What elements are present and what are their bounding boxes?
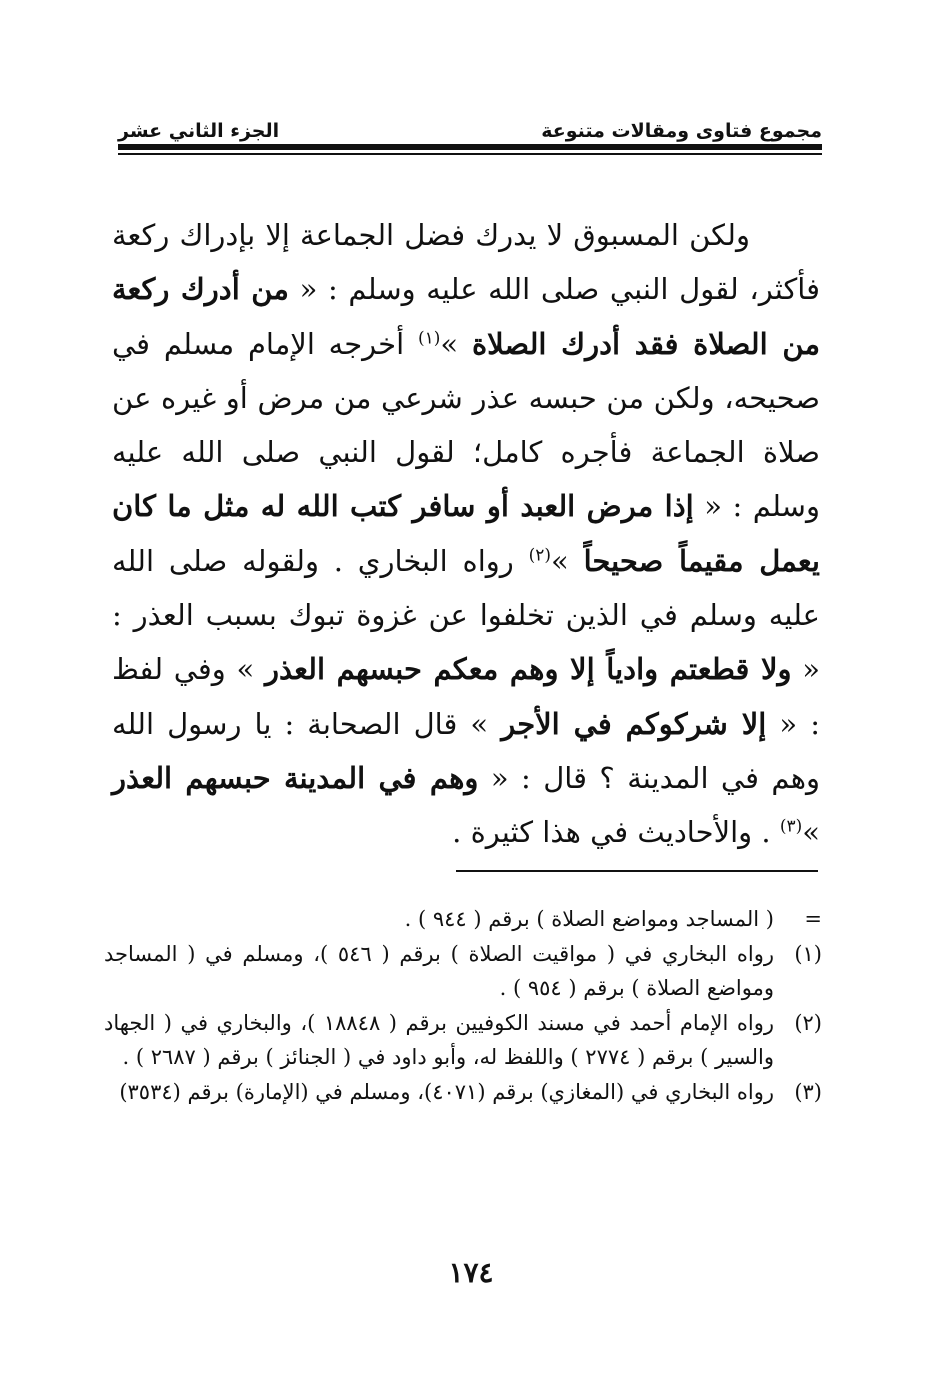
footnote-2 — [104, 1006, 822, 1075]
footnote-mark: (٢) — [794, 1010, 822, 1035]
text-run: أخرجه الإمام مسلم في صحيحه، ولكن من حبسه عذر شرعي من مرض أو غيره عن صلاة الجماعة فأجره كامل؛ لقول النبي صلى الله عليه وسلم : « — [112, 326, 820, 524]
footnote-mark: (١) — [794, 941, 822, 966]
text-run: » — [551, 543, 584, 578]
text-run: » — [802, 815, 820, 850]
footnote-ref: (٣) — [779, 816, 803, 837]
page-number: ١٧٤ — [448, 1256, 494, 1289]
text-run: رواه البخاري . ولقوله صلى الله عليه وسلم في الذين تخلفوا عن غزوة تبوك بسبب العذر : « — [112, 543, 820, 687]
text-run: » وفي لفظ : « — [112, 652, 820, 741]
footnote-3 — [104, 1075, 822, 1110]
footnote-text: رواه الإمام أحمد في مسند الكوفيين برقم ( ١٨٨٤٨ )، والبخاري في ( الجهاد والسير ) برقم ( ٢٧٧٤ ) واللفظ له، وأبو داود في ( الجنائز ) برقم ( ٢٦٨٧ ) . — [104, 1010, 774, 1069]
footnotes — [104, 902, 822, 1109]
hadith-quote: وهم في المدينة حبسهم العذر — [112, 760, 479, 795]
footnote-text: رواه البخاري في ( مواقيت الصلاة ) برقم ( ٥٤٦ )، ومسلم في ( المساجد ومواضع الصلاة ) برقم ( ٩٥٤ ) . — [104, 941, 774, 1000]
footnote-continued — [104, 902, 822, 937]
header-rule-thin — [118, 153, 822, 155]
footnote-ref: (٢) — [528, 545, 552, 566]
text-run: » — [440, 326, 472, 361]
volume-label: الجزء الثاني عشر — [118, 120, 280, 142]
footnote-mark: (٣) — [794, 1079, 822, 1104]
text-run: . والأحاديث في هذا كثيرة . — [452, 815, 780, 850]
footnote-text: رواه البخاري في (المغازي) برقم (٤٠٧١)، ومسلم في (الإمارة) برقم (٣٥٣٤) — [119, 1079, 774, 1104]
footnote-separator — [456, 870, 818, 872]
hadith-quote: ولا قطعتم وادياً إلا وهم معكم حبسهم العذر — [264, 652, 792, 687]
book-title: مجموع فتاوى ومقالات متنوعة — [541, 120, 822, 142]
text-run: ولكن المسبوق لا يدرك فضل الجماعة إلا بإدراك ركعة فأكثر، لقول النبي صلى الله عليه وسلم : « — [112, 218, 820, 307]
footnote-ref: (١) — [417, 327, 441, 348]
text-run: » قال الصحابة : يا رسول الله وهم في المدينة ؟ قال : « — [112, 706, 820, 795]
header-rule-thick — [118, 144, 822, 150]
hadith-quote: إذا مرض العبد أو سافر كتب الله له مثل ما كان يعمل مقيماً صحيحاً — [112, 489, 820, 578]
main-text — [112, 208, 820, 860]
footnote-text: ( المساجد ومواضع الصلاة ) برقم ( ٩٤٤ ) . — [404, 907, 774, 931]
hadith-quote: إلا شركوكم في الأجر — [501, 706, 767, 741]
footnote-1 — [104, 937, 822, 1006]
hadith-quote: من أدرك ركعة من الصلاة فقد أدرك الصلاة — [112, 272, 820, 361]
running-header — [118, 112, 822, 142]
main-paragraph — [112, 208, 820, 860]
footnote-mark: = — [804, 907, 822, 931]
